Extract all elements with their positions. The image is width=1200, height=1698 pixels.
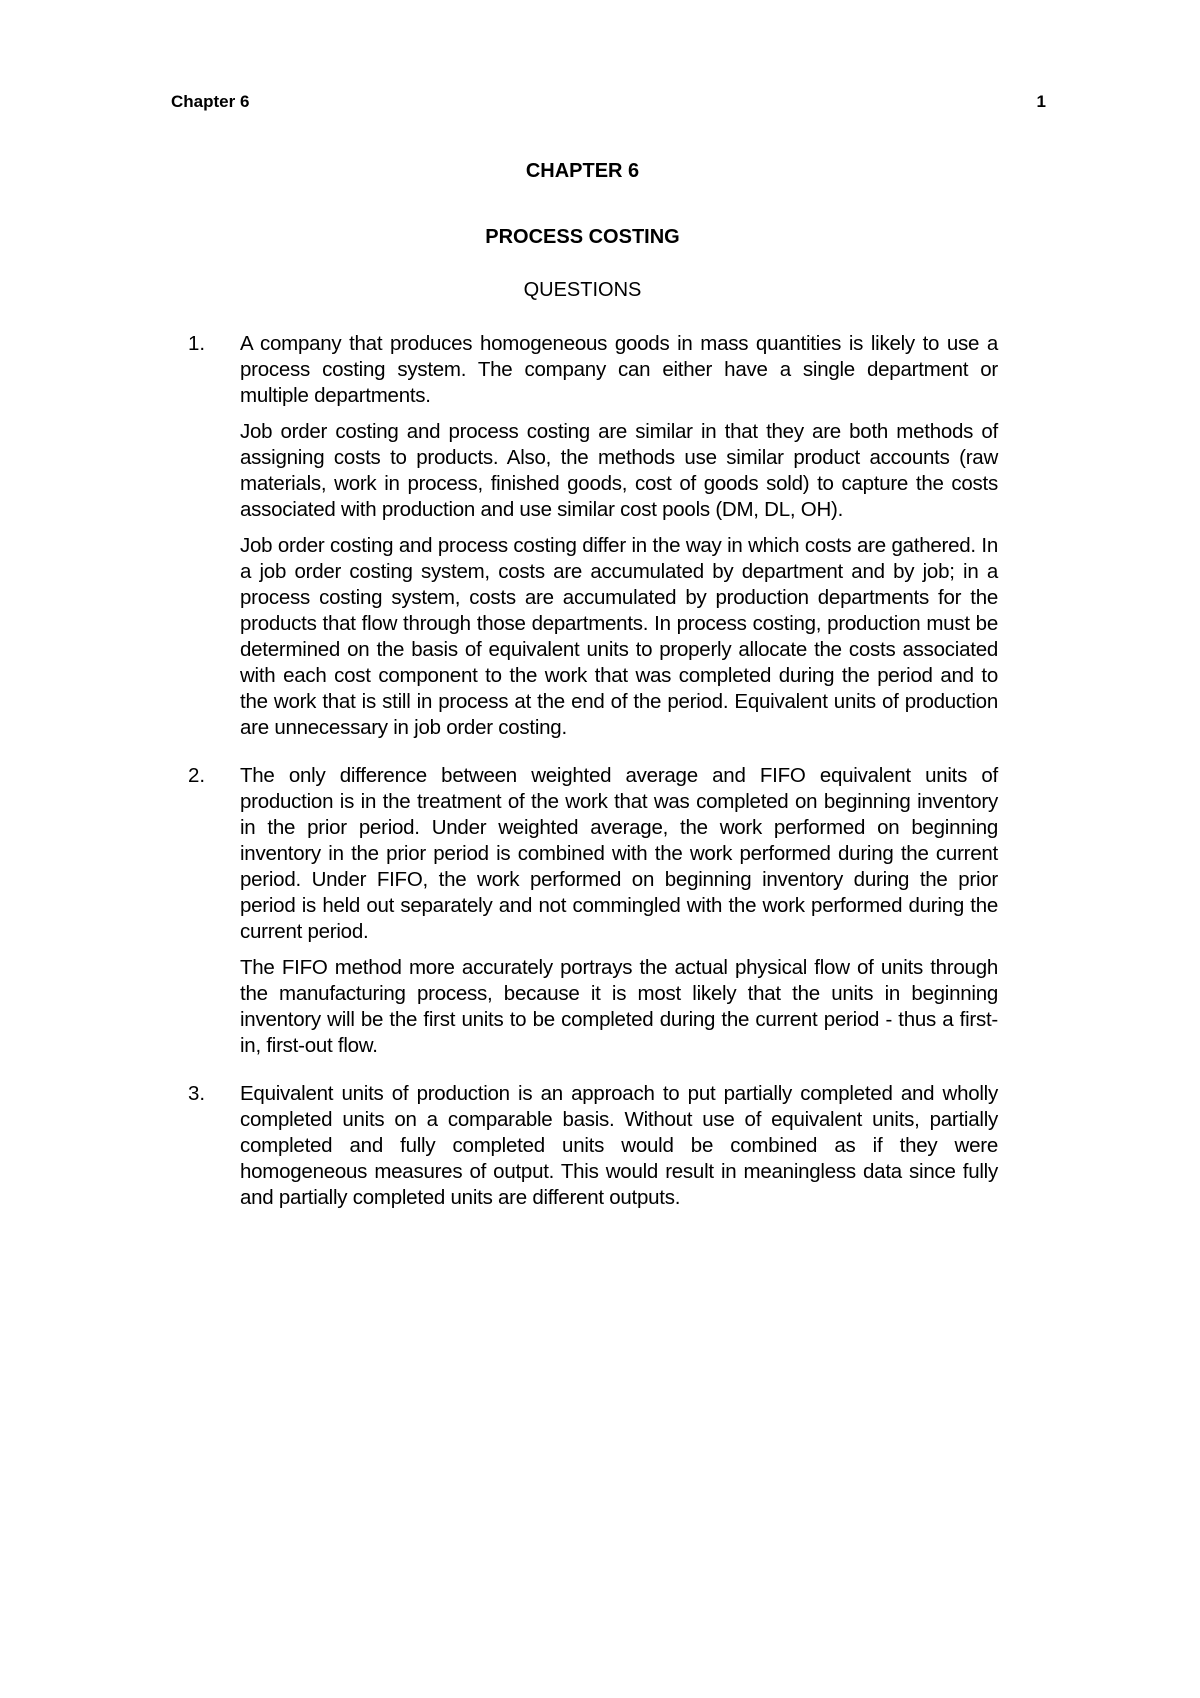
question-item <box>188 763 998 1059</box>
chapter-title: CHAPTER 6 <box>525 160 640 182</box>
question-item <box>188 1081 998 1211</box>
questions-list <box>188 331 998 1233</box>
question-paragraph: Job order costing and process costing differ in the way in which costs are gathered. In a job order costing system, costs are accumulated by department and by job; in a process costing system, costs are accumulated by production departments for the products that flow through those departments. In process costing, production must be determined on the basis of equivalent units to properly allocate the costs associated with each cost component to the work that was completed during the period and to the work that is still in process at the end of the period. Equivalent units of production are unnecessary in job order costing. <box>240 534 998 739</box>
question-paragraph: The FIFO method more accurately portrays the actual physical flow of units through the manufacturing process, because it is most likely that the units in beginning inventory will be the first units to be completed during the current period - thus a first-in, first-out flow. <box>240 956 998 1057</box>
question-number: 2. <box>188 764 206 787</box>
page-number: 1 <box>1036 92 1046 111</box>
question-paragraph: A company that produces homogeneous goods in mass quantities is likely to use a process costing system. The company can either have a single department or multiple departments. <box>240 332 998 407</box>
question-paragraph: Job order costing and process costing are similar in that they are both methods of assigning costs to products. Also, the methods use similar product accounts (raw materials, work in process, finished goods, cost of goods sold) to capture the costs associated with production and use similar cost pools (DM, DL, OH). <box>240 420 998 521</box>
page-header <box>171 92 1046 116</box>
question-item <box>188 331 998 741</box>
question-number: 1. <box>188 332 206 355</box>
header-chapter-label: Chapter 6 <box>171 92 250 111</box>
subsection-title: QUESTIONS <box>523 279 642 301</box>
question-paragraph: The only difference between weighted average and FIFO equivalent units of production is in the treatment of the work that was completed on beginning inventory in the prior period. Under weighted average, the work performed on beginning inventory in the prior period is combined with the work performed during the current period. Under FIFO, the work performed on beginning inventory during the prior period is held out separately and not commingled with the work performed during the current period. <box>240 764 998 943</box>
question-number: 3. <box>188 1082 206 1105</box>
question-paragraph: Equivalent units of production is an approach to put partially completed and wholly completed units on a comparable basis. Without use of equivalent units, partially completed and fully completed units would be combined as if they were homogeneous measures of output. This would result in meaningless data since fully and partially completed units are different outputs. <box>240 1082 998 1209</box>
section-title: PROCESS COSTING <box>485 226 680 248</box>
